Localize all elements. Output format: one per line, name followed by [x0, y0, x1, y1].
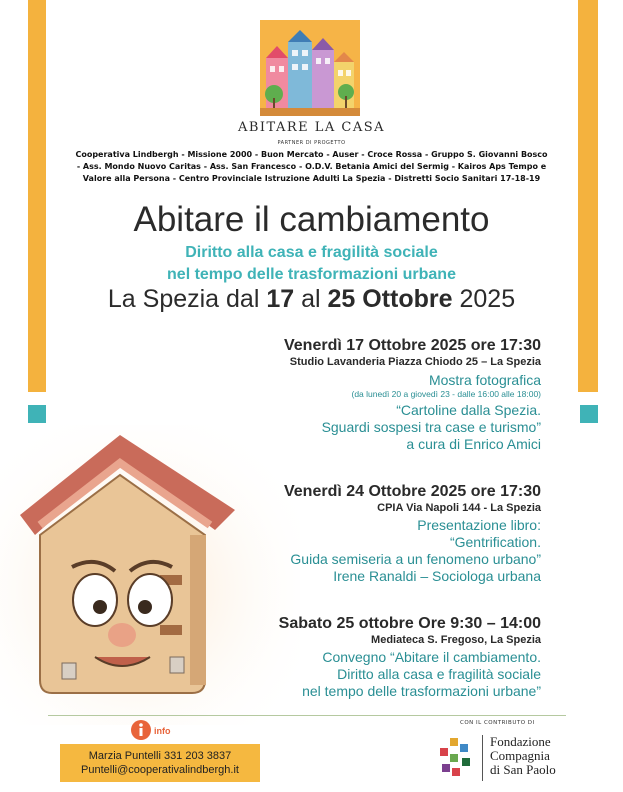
- dates-mid: al: [294, 285, 328, 313]
- foundation-separator: [482, 735, 483, 781]
- event-note: (da lunedì 20 a giovedì 23 - dalle 16:00 alle 18:00): [351, 389, 541, 399]
- foundation-name-line: Fondazione: [490, 734, 551, 749]
- dates-year: 2025: [452, 285, 516, 313]
- partners-list: [55, 149, 568, 185]
- event-place: Studio Lavanderia Piazza Chiodo 25 – La Spezia: [289, 356, 541, 368]
- left-teal-square: [28, 405, 46, 423]
- event-line: a cura di Enrico Amici: [406, 436, 541, 452]
- contribution-label: CON IL CONTRIBUTO DI: [460, 720, 535, 726]
- foundation-name-line: Compagnia: [490, 748, 550, 763]
- left-orange-bar: [28, 0, 46, 392]
- dates-end: 25 Ottobre: [327, 285, 453, 313]
- info-icon: [130, 719, 152, 741]
- right-teal-square: [580, 405, 598, 423]
- subtitle-line-2: nel tempo delle trasformazioni urbane: [167, 266, 456, 283]
- event-type: Convegno “Abitare il cambiamento.: [322, 649, 541, 665]
- event-heading: Venerdì 17 Ottobre 2025 ore 17:30: [283, 337, 541, 354]
- event-place: Mediateca S. Fregoso, La Spezia: [371, 634, 541, 646]
- contact-email[interactable]: Puntelli@cooperativalindbergh.it: [81, 764, 239, 776]
- event-line: “Gentrification.: [449, 534, 541, 550]
- logo-title: ABITARE LA CASA: [237, 120, 386, 135]
- event-heading: Sabato 25 ottobre Ore 9:30 – 14:00: [278, 615, 541, 632]
- event-dates: [0, 285, 623, 314]
- partner-label: PARTNER DI PROGETTO: [277, 140, 346, 146]
- event-place: CPIA Via Napoli 144 - La Spezia: [377, 502, 541, 514]
- event-line: Irene Ranaldi – Sociologa urbana: [333, 568, 541, 584]
- event-2: [284, 482, 541, 585]
- event-type: Presentazione libro:: [417, 517, 541, 533]
- foundation-name-line: di San Paolo: [490, 762, 556, 777]
- dates-prefix: La Spezia dal: [107, 285, 267, 313]
- partners-line: Cooperativa Lindbergh - Missione 2000 - Buon Mercato - Auser - Croce Rossa - Gruppo S. Giovanni Bosco: [75, 150, 548, 159]
- dates-start: 17: [266, 285, 295, 313]
- contact-box: [60, 744, 260, 782]
- event-line: Sguardi sospesi tra case e turismo”: [321, 419, 541, 435]
- event-line: Guida semiseria a un fenomeno urbano”: [290, 551, 541, 567]
- event-heading: Venerdì 24 Ottobre 2025 ore 17:30: [283, 483, 541, 500]
- partners-line: - Ass. Mondo Nuovo Caritas - Ass. San Francesco - O.D.V. Betania Amici del Sermig - Kairos Aps Tempo e: [76, 162, 547, 171]
- foundation-name: [490, 735, 556, 777]
- event-type: Mostra fotografica: [428, 372, 541, 388]
- info-label: info: [154, 726, 171, 736]
- event-line: “Cartoline dalla Spezia.: [396, 402, 541, 418]
- contact-name: Marzia Puntelli 331 203 3837: [88, 750, 232, 762]
- event-line: Diritto alla casa e fragilità sociale: [337, 666, 541, 682]
- houses-logo-icon: [260, 20, 360, 116]
- foundation-logo-icon: [438, 738, 474, 778]
- footer-divider: [48, 715, 566, 716]
- main-title: Abitare il cambiamento: [133, 200, 490, 239]
- right-orange-bar: [578, 0, 598, 392]
- event-3: [279, 614, 541, 700]
- event-1: [284, 336, 541, 453]
- event-line: nel tempo delle trasformazioni urbane”: [302, 683, 541, 699]
- suitcase-house-illustration-icon: [0, 425, 300, 725]
- partners-line: Valore alla Persona - Centro Provinciale Istruzione Adulti La Spezia - Distretti Socio Sanitari 17-18-19: [82, 174, 541, 183]
- subtitle-line-1: Diritto alla casa e fragilità sociale: [185, 244, 438, 261]
